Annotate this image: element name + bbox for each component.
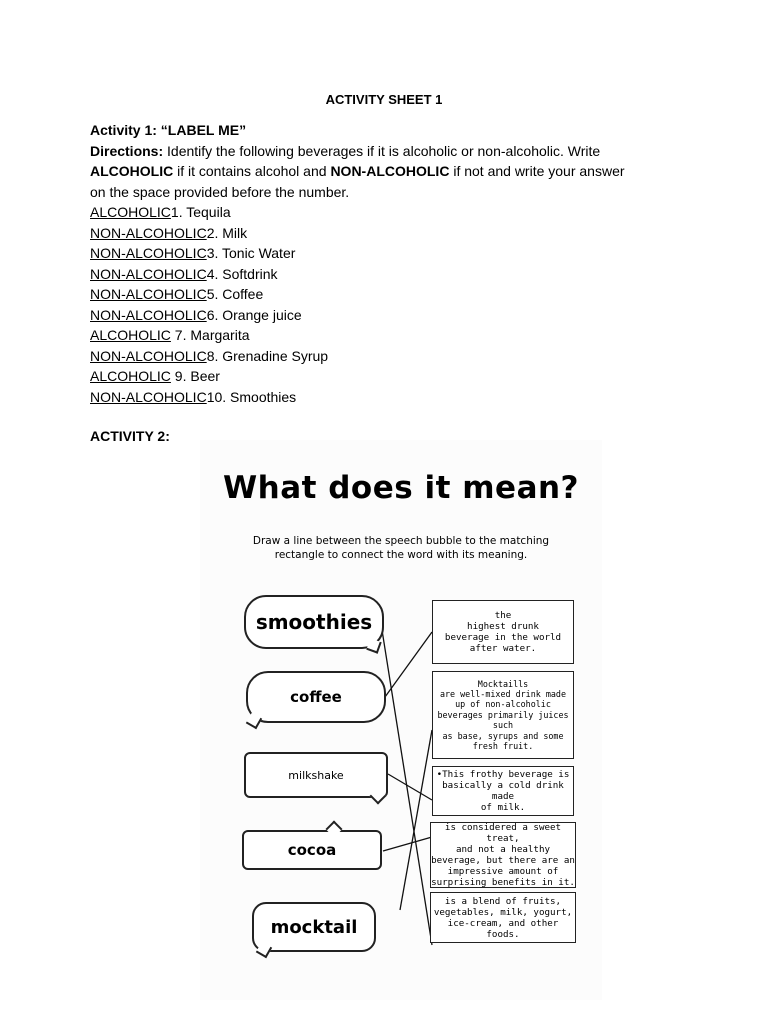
- directions-line-1: [90, 141, 690, 162]
- answer-label: NON-ALCOHOLIC: [90, 388, 207, 405]
- item-text: 5. Coffee: [206, 286, 264, 302]
- directions-text-2: if it contains alcohol and: [173, 163, 331, 179]
- answer-label: ALCOHOLIC: [90, 204, 171, 220]
- word-label: coffee: [290, 688, 342, 706]
- list-item: [90, 264, 690, 285]
- item-text: 7. Margarita: [170, 327, 250, 343]
- answer-label: NON-ALCOHOLIC: [90, 224, 207, 241]
- directions-label: Directions:: [90, 142, 164, 159]
- item-text: 8. Grenadine Syrup: [206, 347, 329, 364]
- activity-2-heading: ACTIVITY 2:: [90, 428, 170, 444]
- list-item: [90, 243, 690, 264]
- meaning-box: [432, 600, 574, 664]
- meaning-text: •This frothy beverage is basically a cold drink made of milk.: [436, 769, 570, 813]
- word-bubble-milkshake: [244, 752, 388, 798]
- word-bubble-mocktail: [252, 902, 376, 952]
- word-alcoholic: ALCOHOLIC: [90, 163, 174, 179]
- answer-label: NON-ALCOHOLIC: [90, 245, 207, 261]
- meaning-text: the highest drunk beverage in the world after water.: [444, 610, 562, 654]
- answer-label: NON-ALCOHOLIC: [90, 265, 207, 282]
- connector-line: [388, 774, 432, 800]
- item-text: 9. Beer: [170, 368, 220, 384]
- item-text: 3. Tonic Water: [206, 245, 296, 261]
- word-label: cocoa: [287, 841, 337, 859]
- word-label: mocktail: [270, 916, 358, 938]
- list-item: [90, 346, 690, 367]
- list-item: [90, 305, 690, 326]
- word-bubble-coffee: [246, 671, 386, 723]
- page-title: ACTIVITY SHEET 1: [325, 92, 443, 107]
- word-bubble-cocoa: [242, 830, 382, 870]
- item-text: 6. Orange juice: [206, 306, 302, 323]
- answer-label: NON-ALCOHOLIC: [90, 286, 207, 302]
- list-item: [90, 366, 690, 387]
- item-text: 10. Smoothies: [206, 388, 297, 405]
- answer-label: NON-ALCOHOLIC: [90, 306, 207, 323]
- item-text: 4. Softdrink: [206, 265, 278, 282]
- connector-line: [383, 837, 432, 851]
- figure-subtitle: Draw a line between the speech bubble to the matching rectangle to connect the word with its meaning.: [252, 535, 550, 561]
- directions-text-4: on the space provided before the number.: [90, 183, 350, 200]
- list-item: [90, 387, 690, 408]
- directions-text-3: if not and write your answer: [449, 163, 625, 179]
- list-item: [90, 325, 690, 346]
- activity-1: [90, 120, 690, 407]
- meaning-text: is considered a sweet treat, and not a healthy beverage, but there are an impressive amount of surprising benefits in it.: [431, 822, 575, 888]
- word-label: smoothies: [255, 610, 373, 634]
- matching-worksheet-image: [200, 440, 602, 1000]
- meaning-box: [432, 671, 574, 759]
- word-bubble-smoothies: [244, 595, 384, 649]
- item-text: 2. Milk: [206, 224, 248, 241]
- answer-label: ALCOHOLIC: [90, 327, 171, 343]
- connector-line: [385, 632, 432, 697]
- connector-line: [382, 630, 432, 945]
- list-item: [90, 202, 690, 223]
- word-label: milkshake: [288, 768, 344, 782]
- meaning-text: Mocktaills are well-mixed drink made up of non-alcoholic beverages primarily juices such as base, syrups and some fresh fruit.: [437, 678, 569, 752]
- directions-text-1: Identify the following beverages if it is alcoholic or non-alcoholic. Write: [163, 142, 601, 159]
- list-item: [90, 223, 690, 244]
- item-text: 1. Tequila: [170, 204, 231, 220]
- answer-label: NON-ALCOHOLIC: [90, 347, 207, 364]
- meaning-box: [430, 822, 576, 888]
- meaning-box: [432, 766, 574, 816]
- activity-1-heading: Activity 1: “LABEL ME”: [90, 122, 247, 138]
- answer-label: ALCOHOLIC: [90, 368, 171, 384]
- figure-title: What does it mean?: [222, 470, 580, 506]
- meaning-text: is a blend of fruits, vegetables, milk, yogurt, ice-cream, and other foods.: [433, 895, 573, 940]
- list-item: [90, 284, 690, 305]
- meaning-box: [430, 892, 576, 943]
- word-non-alcoholic: NON-ALCOHOLIC: [330, 163, 450, 179]
- connector-line: [400, 730, 432, 910]
- directions-line-2: [90, 161, 690, 182]
